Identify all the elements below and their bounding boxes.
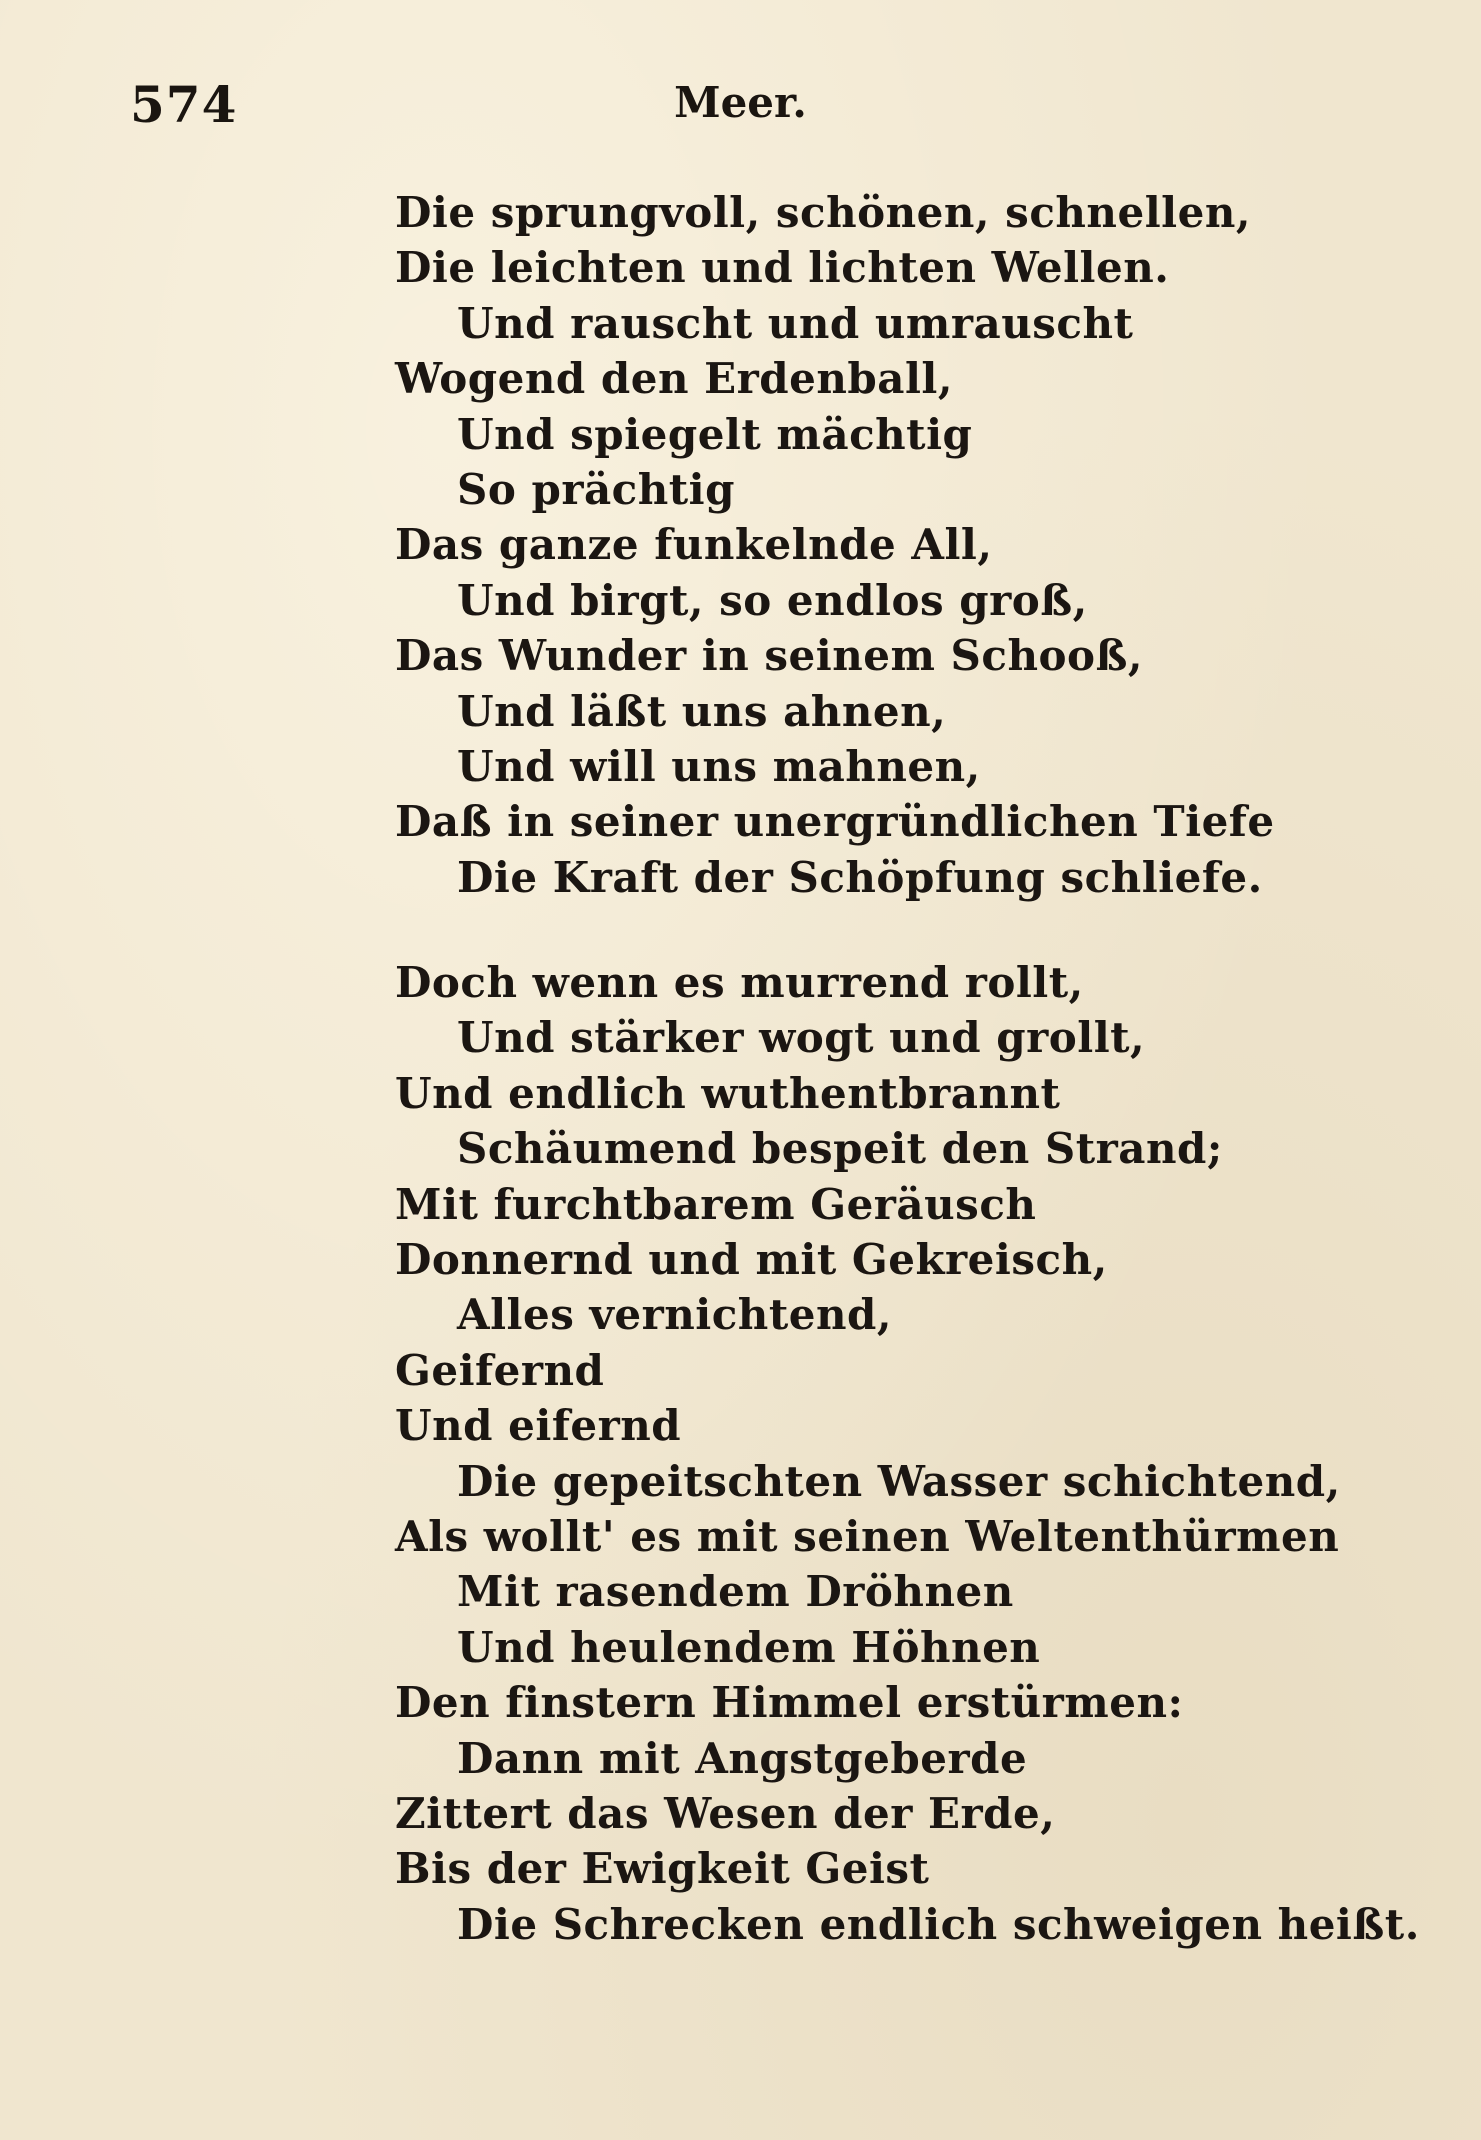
poem-line: Und stärker wogt und grollt, — [457, 1013, 1146, 1063]
running-head: Meer. — [674, 78, 807, 127]
poem-line: Geifernd — [395, 1345, 605, 1395]
poem-line: Die gepeitschten Wasser schichtend, — [457, 1456, 1341, 1506]
poem — [395, 185, 1420, 1952]
poem-line: Schäumend bespeit den Strand; — [457, 1124, 1223, 1174]
poem-line: Wogend den Erdenball, — [395, 354, 953, 404]
poem-line: So prächtig — [457, 464, 736, 514]
poem-line: Zittert das Wesen der Erde, — [395, 1788, 1056, 1838]
poem-line: Mit rasendem Dröhnen — [457, 1567, 1014, 1617]
poem-line: Und rauscht und umrauscht — [457, 298, 1134, 348]
poem-line: Alles vernichtend, — [457, 1290, 892, 1340]
poem-line: Und birgt, so endlos groß, — [457, 575, 1088, 625]
poem-line: Und heulendem Höhnen — [457, 1622, 1041, 1672]
poem-line: Donnernd und mit Gekreisch, — [395, 1235, 1108, 1285]
poem-line: Und eifernd — [395, 1401, 682, 1451]
poem-line: Doch wenn es murrend rollt, — [395, 958, 1084, 1008]
poem-line: Daß in seiner unergründlichen Tiefe — [395, 797, 1275, 847]
poem-line: Mit furchtbarem Geräusch — [395, 1179, 1037, 1229]
poem-line: Die leichten und lichten Wellen. — [395, 243, 1170, 293]
poem-line: Den finstern Himmel erstürmen: — [395, 1678, 1184, 1728]
stanza-1 — [395, 185, 1395, 905]
poem-line: Die Schrecken endlich schweigen heißt. — [457, 1899, 1420, 1949]
poem-line: Und läßt uns ahnen, — [457, 686, 947, 736]
poem-line: Und spiegelt mächtig — [457, 409, 973, 459]
poem-line: Die Kraft der Schöpfung schliefe. — [457, 852, 1263, 902]
poem-line: Und endlich wuthentbrannt — [395, 1068, 1061, 1118]
poem-line: Das ganze funkelnde All, — [395, 520, 993, 570]
page-number: 574 — [130, 75, 238, 134]
poem-line: Die sprungvoll, schönen, schnellen, — [395, 188, 1251, 237]
poem-line: Und will uns mahnen, — [457, 741, 981, 791]
poem-line: Das Wunder in seinem Schooß, — [395, 631, 1144, 681]
stanza-2 — [395, 955, 1420, 1952]
poem-line: Dann mit Angstgeberde — [457, 1733, 1028, 1783]
poem-line: Als wollt' es mit seinen Weltenthürmen — [395, 1511, 1340, 1561]
poem-line: Bis der Ewigkeit Geist — [395, 1844, 930, 1894]
